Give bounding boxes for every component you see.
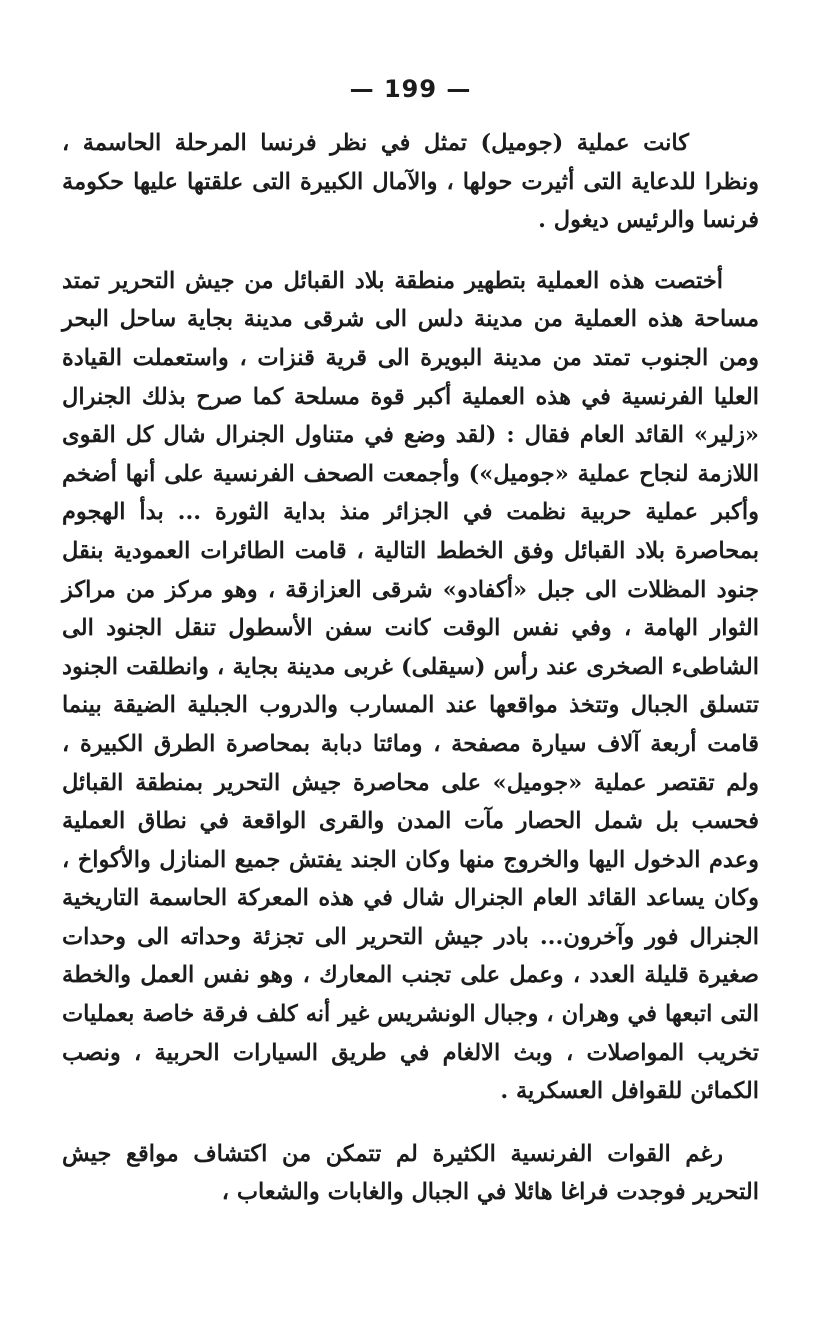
page-number: — 199 — [349, 75, 472, 103]
paragraph-operation-significance: كانت عملية (جوميل) تمثل في نظر فرنسا المرحلة الحاسمة ، ونظرا للدعاية التى أثيرت حولها ، والآمال الكبيرة التى علقتها عليها حكومة فرنسا والرئيس ديغول . [62, 130, 759, 234]
paragraph-operation-details: أختصت هذه العملية بتطهير منطقة بلاد القبائل من جيش التحرير تمتد مساحة هذه العملية من مدينة دلس الى شرقى مدينة بجاية ساحل البحر ومن الجنوب تمتد من مدينة البويرة الى قرية قنزات ، واستعملت القيادة العليا الفرنسية في هذه العملية أكبر قوة مسلحة كما صرح بذلك الجنرال «زلير» القائد العام فقال : (لقد وضع في متناول الجنرال شال كل القوى اللازمة لنجاح عملية «جوميل») وأجمعت الصحف الفرنسية على أنها أضخم وأكبر عملية حربية نظمت في الجزائر منذ بداية الثورة ... بدأ الهجوم بمحاصرة بلاد القبائل وفق الخطط التالية ، قامت الطائرات العمودية بنقل جنود المظلات الى جبل «أكفادو» شرقى العزازقة ، وهو مركز من مراكز الثوار الهامة ، وفي نفس الوقت كانت سفن الأسطول تنقل الجنود الى الشاطىء الصخرى عند رأس (سيقلى) غربى مدينة بجاية ، وانطلقت الجنود تتسلق الجبال وتتخذ مواقعها عند المسارب والدروب الجبلية الضيقة بينما قامت أربعة آلاف سيارة مصفحة ، ومائتا دبابة بمحاصرة الطرق الكبيرة ، ولم تقتصر عملية «جوميل» على محاصرة جيش التحرير بمنطقة القبائل فحسب بل شمل الحصار مآت المدن والقرى الواقعة في نطاق العملية وعدم الدخول اليها والخروج منها وكان الجند يفتش جميع المنازل والأكواخ ، وكان يساعد القائد العام الجنرال شال في هذه المعركة الحاسمة التاريخية الجنرال فور وآخرون... بادر جيش التحرير الى تجزئة وحداته الى وحدات صغيرة قليلة العدد ، وعمل على تجنب المعارك ، وهو نفس العمل والخطة التى اتبعها في وهران ، وجبال الونشريس غير أنه كلف فرقة خاصة بعمليات تخريب المواصلات ، وبث الالغام في طريق السيارات الحربية ، ونصب الكمائن للقوافل العسكرية . [62, 267, 759, 1105]
paragraph-french-forces: رغم القوات الفرنسية الكثيرة لم تتمكن من اكتشاف مواقع جيش التحرير فوجدت فراغا هائلا في الجبال والغابات والشعاب ، [62, 1140, 759, 1206]
